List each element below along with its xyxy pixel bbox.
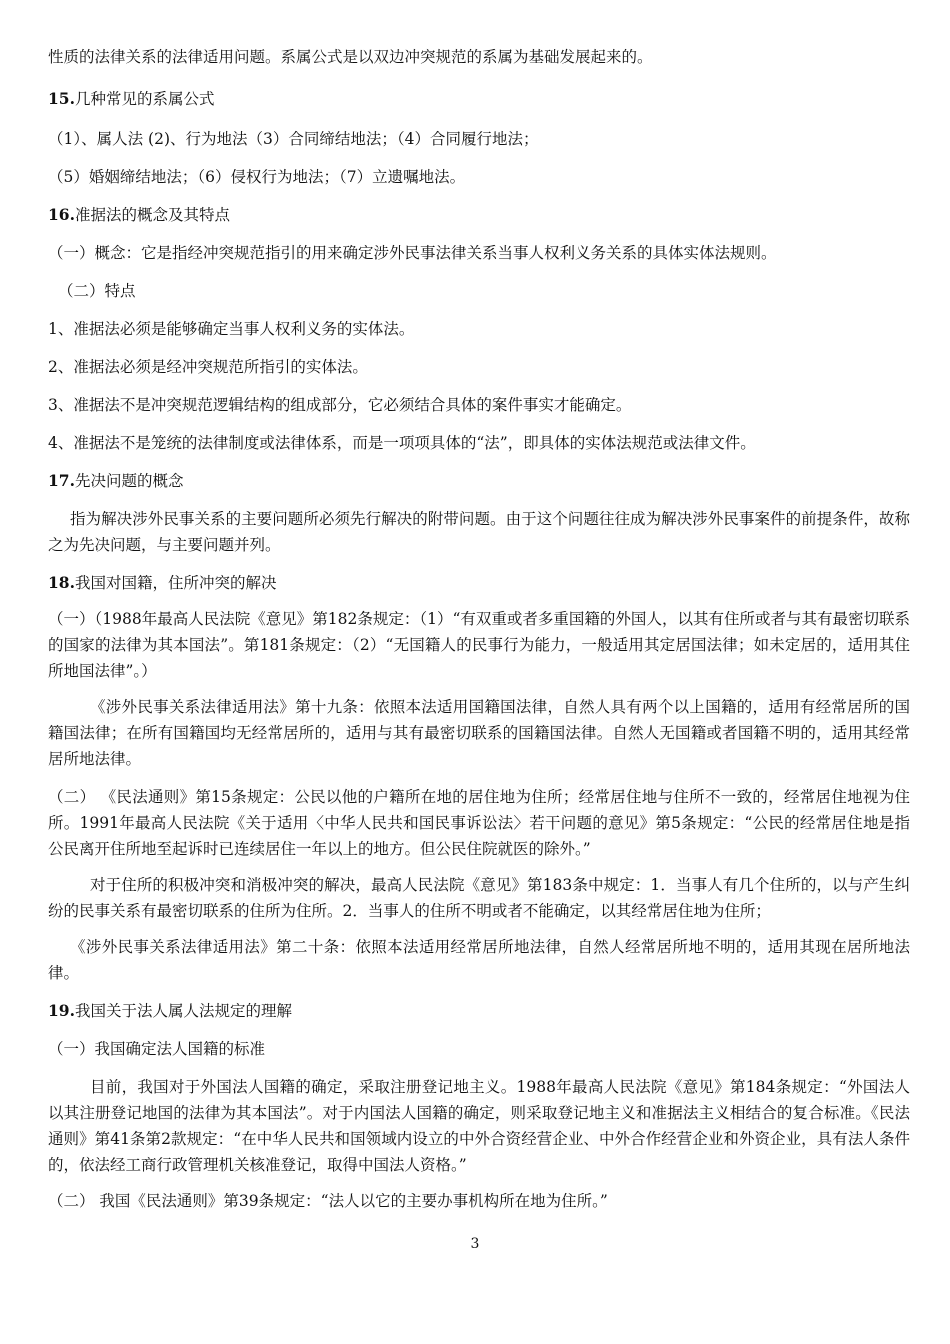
text-line: 2、准据法必须是经冲突规范所指引的实体法。 [48, 358, 368, 376]
paragraph: 《涉外民事关系法律适用法》第二十条：依照本法适用经常居所地法律，自然人经常居所地不明的，适用其现在居所地法律。 [48, 938, 910, 982]
heading-text: 我国关于法人属人法规定的理解 [74, 1002, 292, 1020]
section-heading-15 [48, 86, 910, 112]
text-line: （二）特点 [58, 282, 136, 300]
section-heading-17 [48, 468, 910, 494]
section-heading-19 [48, 998, 910, 1024]
section-heading-18 [48, 570, 910, 596]
paragraph: 对于住所的积极冲突和消极冲突的解决，最高人民法院《意见》第183条中规定：1．当事人有几个住所的，以与产生纠纷的民事关系有最密切联系的住所为住所。2．当事人的住所不明或者不能确定，以其经常居住地为住所； [48, 876, 910, 920]
heading-number: 16. [48, 205, 75, 224]
text-line: （5）婚姻缔结地法；（6）侵权行为地法；（7）立遗嘱地法。 [48, 168, 466, 186]
heading-text: 先决问题的概念 [74, 472, 184, 490]
heading-number: 17. [48, 471, 75, 490]
paragraph: 《涉外民事关系法律适用法》第十九条：依照本法适用国籍国法律，自然人具有两个以上国籍的，适用有经常居所的国籍国法律；在所有国籍国均无经常居所的，适用与其有最密切联系的国籍国法律。自然人无国籍或者国籍不明的，适用其经常居所地法律。 [48, 698, 910, 768]
heading-text: 准据法的概念及其特点 [74, 206, 230, 224]
paragraph: 指为解决涉外民事关系的主要问题所必须先行解决的附带问题。由于这个问题往往成为解决涉外民事案件的前提条件，故称之为先决问题，与主要问题并列。 [48, 510, 910, 554]
heading-number: 15. [48, 89, 75, 108]
section-heading-16 [48, 202, 910, 228]
text-line: （一）我国确定法人国籍的标准 [48, 1040, 266, 1058]
text-line: （1）、属人法 (2)、行为地法（3）合同缔结地法；（4）合同履行地法； [48, 130, 539, 148]
paragraph: （二） 《民法通则》第15条规定：公民以他的户籍所在地的居住地为住所；经常居住地与住所不一致的，经常居住地视为住所。1991年最高人民法院《关于适用〈中华人民共和国民事诉讼法〉若干问题的意见》第5条规定：“公民的经常居住地是指公民离开住所地至起诉时已连续居住一年以上的地方。但公民住院就医的除外。” [48, 788, 910, 858]
text-line: 3、准据法不是冲突规范逻辑结构的组成部分，它必须结合具体的案件事实才能确定。 [48, 396, 632, 414]
text-line: （二） 我国《民法通则》第39条规定：“法人以它的主要办事机构所在地为住所。” [48, 1192, 608, 1210]
text-line: （一）概念：它是指经冲突规范指引的用来确定涉外民事法律关系当事人权利义务关系的具体实体法规则。 [48, 244, 777, 262]
heading-number: 18. [48, 573, 75, 592]
page-number: 3 [470, 1236, 480, 1252]
text-line: 1、准据法必须是能够确定当事人权利义务的实体法。 [48, 320, 415, 338]
heading-text: 几种常见的系属公式 [74, 90, 215, 108]
heading-text: 我国对国籍，住所冲突的解决 [74, 574, 277, 592]
heading-number: 19. [48, 1001, 75, 1020]
paragraph: （一）（1988年最高人民法院《意见》第182条规定：（1）“有双重或者多重国籍的外国人，以其有住所或者与其有最密切联系的国家的法律为其本国法”。第181条规定：（2）“无国籍人的民事行为能力，一般适用其定居国法律；如未定居的，适用其住所地国法律”。） [48, 610, 910, 680]
text-line: 4、准据法不是笼统的法律制度或法律体系，而是一项项具体的“法”，即具体的实体法规范或法律文件。 [48, 434, 756, 452]
text-line: 性质的法律关系的法律适用问题。系属公式是以双边冲突规范的系属为基础发展起来的。 [48, 48, 653, 66]
paragraph: 目前，我国对于外国法人国籍的确定，采取注册登记地主义。1988年最高人民法院《意见》第184条规定：“外国法人以其注册登记地国的法律为其本国法”。对于内国法人国籍的确定，则采取登记地主义和准据法主义相结合的复合标准。《民法通则》第41条第2款规定：“在中华人民共和国领域内设立的中外合资经营企业、中外合作经营企业和外资企业，具有法人条件的，依法经工商行政管理机关核准登记，取得中国法人资格。” [48, 1078, 910, 1174]
